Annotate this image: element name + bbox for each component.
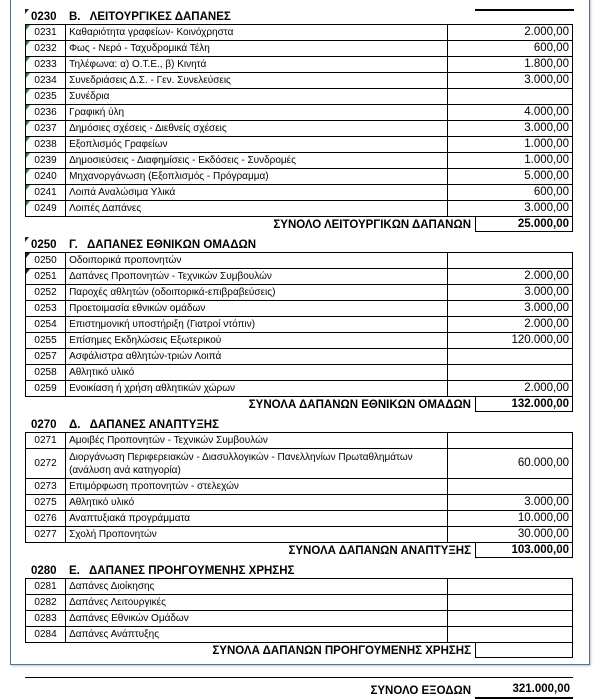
amount-cell[interactable] <box>447 611 572 627</box>
description-cell[interactable]: Δαπάνες Ανάπτυξης <box>66 627 448 643</box>
description-cell[interactable]: Δαπάνες Εθνικών Ομάδων <box>66 611 448 627</box>
section-total-label: ΣΥΝΟΛΟ ΛΕΙΤΟΥΡΓΙΚΩΝ ΔΑΠΑΝΩΝ <box>273 218 471 231</box>
account-code-cell[interactable] <box>26 479 66 495</box>
table-row <box>26 41 573 57</box>
section-title: Γ. ΔΑΠΑΝΕΣ ΕΘΝΙΚΩΝ ΟΜΑΔΩΝ <box>69 238 257 251</box>
amount-cell[interactable]: 600,00 <box>447 41 572 57</box>
comment-marker-icon <box>26 121 30 126</box>
description-cell[interactable]: Επιμόρφωση προπονητών - στελεχών <box>66 479 448 495</box>
amount-cell[interactable]: 600,00 <box>447 185 572 201</box>
account-code-cell[interactable] <box>26 57 66 73</box>
account-code-cell[interactable] <box>26 527 66 543</box>
description-cell[interactable]: Σχολή Προπονητών <box>66 527 448 543</box>
section-table <box>25 252 573 397</box>
account-code: 0276 <box>34 513 57 524</box>
section-table <box>25 24 573 217</box>
description-cell[interactable]: Δαπάνες Διοίκησης <box>66 579 448 595</box>
account-code-cell[interactable] <box>26 169 66 185</box>
amount-cell[interactable] <box>447 479 572 495</box>
account-code: 0238 <box>34 139 57 150</box>
comment-marker-icon <box>26 137 30 142</box>
comment-marker-icon <box>26 185 30 190</box>
comment-marker-icon <box>26 201 30 206</box>
amount-cell[interactable]: 1.000,00 <box>447 137 572 153</box>
table-row <box>26 595 573 611</box>
account-code: 0258 <box>34 367 57 378</box>
table-row <box>26 169 573 185</box>
account-code: 0255 <box>34 335 57 346</box>
account-code: 0251 <box>34 271 57 282</box>
comment-marker-icon <box>26 169 30 174</box>
comment-marker-icon <box>25 9 29 14</box>
description-cell[interactable]: Οδοιπορικά προπονητών <box>66 253 448 269</box>
account-code-cell[interactable] <box>26 25 66 41</box>
table-row <box>26 57 573 73</box>
account-code: 0271 <box>34 435 57 446</box>
description-cell[interactable]: Ενοικίαση ή χρήση αθλητικών χώρων <box>66 381 448 397</box>
account-code-cell[interactable] <box>26 611 66 627</box>
description-cell[interactable]: Διοργάνωση Περιφερειακών - Διασυλλογικών - Πανελληνίων Πρωταθλημάτων (ανάλυση ανά κατηγορία) <box>66 449 448 479</box>
account-code: 0284 <box>34 629 57 640</box>
table-row <box>26 333 573 349</box>
section-total-row <box>25 397 573 412</box>
account-code-cell[interactable] <box>26 433 66 449</box>
account-code-cell[interactable] <box>26 333 66 349</box>
account-code-cell[interactable] <box>26 201 66 217</box>
account-code-cell[interactable] <box>26 73 66 89</box>
grand-total-label: ΣΥΝΟΛΟ ΕΞΟΔΩΝ <box>370 684 471 697</box>
account-code: 0234 <box>34 75 57 86</box>
table-row <box>26 381 573 397</box>
account-code-cell[interactable] <box>26 301 66 317</box>
description-cell[interactable]: Δαπάνες Λειτουργικές <box>66 595 448 611</box>
section-total-row <box>25 543 573 558</box>
description-cell[interactable]: Φως - Νερό - Ταχυδρομικά Τέλη <box>66 41 448 57</box>
account-code-cell[interactable] <box>26 579 66 595</box>
account-code-cell[interactable] <box>26 153 66 169</box>
comment-marker-icon <box>25 237 29 242</box>
account-code-cell[interactable] <box>26 627 66 643</box>
comment-marker-icon <box>26 41 30 46</box>
section-total-label: ΣΥΝΟΛΑ ΔΑΠΑΝΩΝ ΕΘΝΙΚΩΝ ΟΜΑΔΩΝ <box>248 398 471 411</box>
description-cell[interactable]: Επίσημες Εκδηλώσεις Εξωτερικού <box>66 333 448 349</box>
table-row <box>26 89 573 105</box>
account-code: 0249 <box>34 203 57 214</box>
amount-cell[interactable] <box>447 595 572 611</box>
description-cell[interactable]: Παροχές αθλητών (οδοιπορικά-επιβραβεύσεις) <box>66 285 448 301</box>
table-row <box>26 253 573 269</box>
account-code: 0239 <box>34 155 57 166</box>
account-code-cell[interactable] <box>26 349 66 365</box>
section-total-row <box>25 643 573 658</box>
account-code: 0273 <box>34 481 57 492</box>
comment-marker-icon <box>26 253 30 258</box>
account-code: 0253 <box>34 303 57 314</box>
amount-cell[interactable]: 2.000,00 <box>447 317 572 333</box>
amount-cell[interactable]: 3.000,00 <box>447 285 572 301</box>
table-row <box>26 495 573 511</box>
grand-total-value[interactable]: 321.000,00 <box>475 682 573 699</box>
section-code: 0270 <box>31 418 57 431</box>
table-row <box>26 527 573 543</box>
amount-cell[interactable]: 3.000,00 <box>447 301 572 317</box>
amount-cell[interactable]: 120.000,00 <box>447 333 572 349</box>
table-row <box>26 511 573 527</box>
amount-cell[interactable]: 2.000,00 <box>447 269 572 285</box>
description-cell[interactable]: Λοιπά Αναλώσιμα Υλικά <box>66 185 448 201</box>
amount-cell[interactable]: 3.000,00 <box>447 121 572 137</box>
account-code-cell[interactable] <box>26 137 66 153</box>
comment-marker-icon <box>26 25 30 30</box>
section-header <box>25 237 573 252</box>
account-code: 0272 <box>34 458 57 469</box>
account-code: 0277 <box>34 529 57 540</box>
table-row <box>26 579 573 595</box>
account-code: 0252 <box>34 287 57 298</box>
section-total-value[interactable]: 25.000,00 <box>475 217 573 232</box>
section-header <box>25 563 573 578</box>
description-cell[interactable]: Μηχανοργάνωση (Εξοπλισμός - Πρόγραμμα) <box>66 169 448 185</box>
table-row <box>26 105 573 121</box>
section-title: Δ. ΔΑΠΑΝΕΣ ΑΝΑΠΤΥΞΗΣ <box>69 418 219 431</box>
account-code-cell[interactable] <box>26 89 66 105</box>
section-total-row <box>25 217 573 232</box>
account-code: 0283 <box>34 613 57 624</box>
grand-total-row <box>25 682 573 699</box>
table-row <box>26 301 573 317</box>
section-header <box>25 417 573 432</box>
table-row <box>26 349 573 365</box>
section-title: Ε. ΔΑΠΑΝΕΣ ΠΡΟΗΓΟΥΜΕΝΗΣ ΧΡΗΣΗΣ <box>69 564 295 577</box>
amount-cell[interactable] <box>447 349 572 365</box>
comment-marker-icon <box>26 269 30 274</box>
table-row <box>26 269 573 285</box>
comment-marker-icon <box>26 89 30 94</box>
account-code-cell[interactable] <box>26 185 66 201</box>
section-title: Β. ΛΕΙΤΟΥΡΓΙΚΕΣ ΔΑΠΑΝΕΣ <box>69 10 231 23</box>
description-cell[interactable]: Συνεδριάσεις Δ.Σ. - Γεν. Συνελεύσεις <box>66 73 448 89</box>
description-cell[interactable]: Δημοσιεύσεις - Διαφημίσεις - Εκδόσεις - Συνδρομές <box>66 153 448 169</box>
table-row <box>26 121 573 137</box>
section-total-value[interactable]: 103.000,00 <box>475 543 573 558</box>
amount-cell[interactable] <box>447 253 572 269</box>
description-cell[interactable]: Συνέδρια <box>66 89 448 105</box>
table-row <box>26 137 573 153</box>
table-row <box>26 479 573 495</box>
section-total-label: ΣΥΝΟΛΑ ΔΑΠΑΝΩΝ ΑΝΑΠΤΥΞΗΣ <box>288 544 471 557</box>
section-total-value[interactable] <box>475 643 573 658</box>
account-code-cell[interactable] <box>26 285 66 301</box>
amount-cell[interactable]: 3.000,00 <box>447 495 572 511</box>
table-row <box>26 433 573 449</box>
section-code: 0230 <box>31 10 57 23</box>
account-code: 0241 <box>34 187 57 198</box>
amount-cell[interactable] <box>447 579 572 595</box>
account-code: 0235 <box>34 91 57 102</box>
description-cell[interactable]: Τηλέφωνα: α) Ο.Τ.Ε., β) Κινητά <box>66 57 448 73</box>
section-code: 0250 <box>31 238 57 251</box>
account-code: 0254 <box>34 319 57 330</box>
table-row <box>26 185 573 201</box>
account-code-cell[interactable] <box>26 105 66 121</box>
account-code-cell[interactable] <box>26 269 66 285</box>
amount-cell[interactable]: 5.000,00 <box>447 169 572 185</box>
account-code: 0259 <box>34 383 57 394</box>
description-cell[interactable]: Λοιπές Δαπάνες <box>66 201 448 217</box>
account-code: 0237 <box>34 123 57 134</box>
account-code: 0281 <box>34 581 57 592</box>
section-total-label: ΣΥΝΟΛΑ ΔΑΠΑΝΩΝ ΠΡΟΗΓΟΥΜΕΝΗΣ ΧΡΗΣΗΣ <box>212 644 471 657</box>
table-row <box>26 201 573 217</box>
account-code-cell[interactable] <box>26 595 66 611</box>
amount-cell[interactable]: 2.000,00 <box>447 25 572 41</box>
section-table <box>25 432 573 543</box>
amount-cell[interactable]: 3.000,00 <box>447 201 572 217</box>
grand-total-rule <box>25 677 573 678</box>
description-cell[interactable]: Αμοιβές Προπονητών - Τεχνικών Συμβουλών <box>66 433 448 449</box>
account-code-cell[interactable] <box>26 317 66 333</box>
account-code: 0275 <box>34 497 57 508</box>
account-code-cell[interactable] <box>26 365 66 381</box>
description-cell[interactable]: Ασφάλιστρα αθλητών-τριών Λοιπά <box>66 349 448 365</box>
amount-cell[interactable]: 3.000,00 <box>447 73 572 89</box>
account-code: 0232 <box>34 43 57 54</box>
table-row <box>26 611 573 627</box>
amount-cell[interactable]: 1.000,00 <box>447 153 572 169</box>
comment-marker-icon <box>26 57 30 62</box>
description-cell[interactable]: Αναπτυξιακά προγράμματα <box>66 511 448 527</box>
description-cell[interactable]: Δαπάνες Προπονητών - Τεχνικών Συμβουλών <box>66 269 448 285</box>
amount-cell[interactable]: 10.000,00 <box>447 511 572 527</box>
table-row <box>26 317 573 333</box>
amount-cell[interactable]: 30.000,00 <box>447 527 572 543</box>
amount-cell[interactable] <box>447 627 572 643</box>
expense-sheet <box>25 9 573 699</box>
account-code: 0250 <box>34 255 57 266</box>
account-code: 0233 <box>34 59 57 70</box>
account-code-cell[interactable] <box>26 121 66 137</box>
table-row <box>26 449 573 479</box>
description-cell[interactable]: Εξοπλισμός Γραφείων <box>66 137 448 153</box>
table-row <box>26 153 573 169</box>
account-code: 0240 <box>34 171 57 182</box>
section-header <box>25 9 573 24</box>
account-code-cell[interactable] <box>26 381 66 397</box>
amount-cell[interactable] <box>447 89 572 105</box>
amount-cell[interactable] <box>447 433 572 449</box>
table-row <box>26 73 573 89</box>
table-row <box>26 627 573 643</box>
table-row <box>26 25 573 41</box>
amount-cell[interactable]: 1.800,00 <box>447 57 572 73</box>
section-total-value[interactable]: 132.000,00 <box>475 397 573 412</box>
section-table <box>25 578 573 643</box>
account-code-cell[interactable] <box>26 41 66 57</box>
account-code: 0282 <box>34 597 57 608</box>
section-code: 0280 <box>31 564 57 577</box>
amount-cell[interactable]: 2.000,00 <box>447 381 572 397</box>
table-row <box>26 365 573 381</box>
account-code-cell[interactable] <box>26 511 66 527</box>
account-code-cell[interactable] <box>26 449 66 479</box>
amount-cell[interactable]: 4.000,00 <box>447 105 572 121</box>
comment-marker-icon <box>26 153 30 158</box>
description-cell[interactable]: Καθαριότητα γραφείων- Κοινόχρηστα <box>66 25 448 41</box>
amount-cell[interactable] <box>447 365 572 381</box>
account-code-cell[interactable] <box>26 253 66 269</box>
account-code-cell[interactable] <box>26 495 66 511</box>
comment-marker-icon <box>26 73 30 78</box>
description-cell[interactable]: Δημόσιες σχέσεις - Διεθνείς σχέσεις <box>66 121 448 137</box>
comment-marker-icon <box>26 105 30 110</box>
description-cell[interactable]: Αθλητικό υλικό <box>66 365 448 381</box>
description-cell[interactable]: Προετοιμασία εθνικών ομάδων <box>66 301 448 317</box>
table-row <box>26 285 573 301</box>
account-code: 0236 <box>34 107 57 118</box>
description-cell[interactable]: Επιστημονική υποστήριξη (Γιατροί ντόπιν) <box>66 317 448 333</box>
description-cell[interactable]: Αθλητικό υλικό <box>66 495 448 511</box>
account-code: 0231 <box>34 27 57 38</box>
description-cell[interactable]: Γραφική ύλη <box>66 105 448 121</box>
amount-cell[interactable]: 60.000,00 <box>447 449 572 479</box>
account-code: 0257 <box>34 351 57 362</box>
